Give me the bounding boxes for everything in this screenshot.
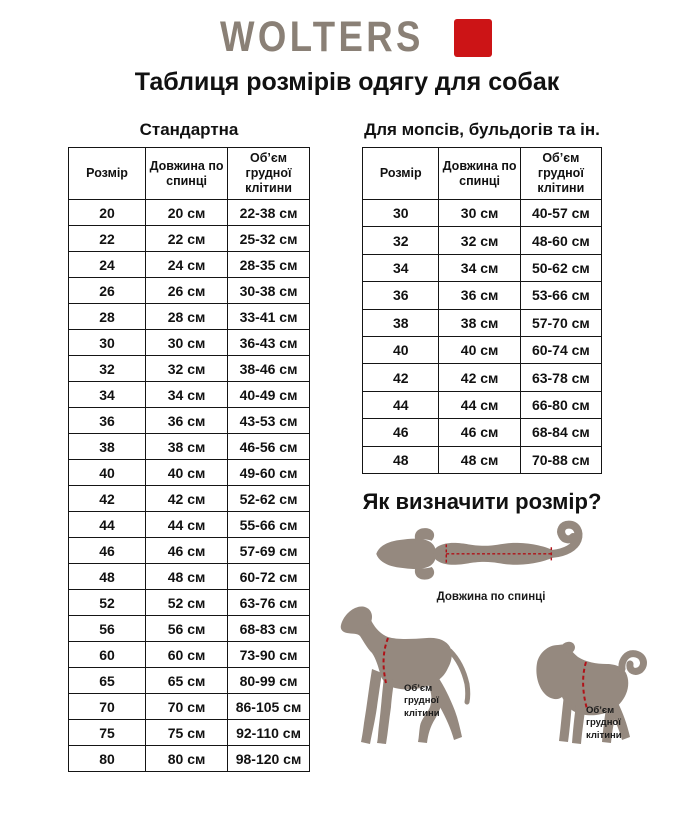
table-cell: 44 bbox=[69, 512, 146, 538]
table-cell: 28-35 см bbox=[228, 252, 310, 278]
table-cell: 34 см bbox=[146, 382, 228, 408]
table-cell: 32 см bbox=[146, 356, 228, 382]
table-row bbox=[69, 746, 310, 772]
table-cell: 48 bbox=[69, 564, 146, 590]
table-row bbox=[69, 408, 310, 434]
column-header-back-length: Довжина по спинці bbox=[439, 148, 520, 200]
table-cell: 63-78 см bbox=[520, 364, 601, 391]
table-cell: 44 см bbox=[439, 391, 520, 418]
pugs-table-title: Для мопсів, бульдогів та ін. bbox=[364, 120, 600, 139]
table-cell: 98-120 см bbox=[228, 746, 310, 772]
chest-label-line: Об’єм bbox=[586, 704, 615, 716]
table-cell: 38 см bbox=[146, 434, 228, 460]
table-cell: 68-83 см bbox=[228, 616, 310, 642]
table-row bbox=[69, 460, 310, 486]
table-cell: 38 bbox=[69, 434, 146, 460]
table-cell: 36 bbox=[69, 408, 146, 434]
table-cell: 30 см bbox=[146, 330, 228, 356]
table-cell: 60-74 см bbox=[520, 336, 601, 363]
table-cell: 36 см bbox=[439, 282, 520, 309]
table-cell: 70 см bbox=[146, 694, 228, 720]
table-cell: 46-56 см bbox=[228, 434, 310, 460]
table-row bbox=[69, 278, 310, 304]
table-row bbox=[363, 309, 602, 336]
table-cell: 34 bbox=[363, 254, 439, 281]
column-header-size: Розмір bbox=[363, 148, 439, 200]
table-cell: 30-38 см bbox=[228, 278, 310, 304]
chest-label-line: клітини bbox=[586, 729, 622, 741]
table-row bbox=[363, 282, 602, 309]
table-cell: 24 см bbox=[146, 252, 228, 278]
table-cell: 80-99 см bbox=[228, 668, 310, 694]
table-cell: 24 bbox=[69, 252, 146, 278]
table-row bbox=[69, 720, 310, 746]
table-cell: 48-60 см bbox=[520, 227, 601, 254]
table-cell: 66-80 см bbox=[520, 391, 601, 418]
table-cell: 22 bbox=[69, 226, 146, 252]
table-cell: 34 см bbox=[439, 254, 520, 281]
table-cell: 32 bbox=[363, 227, 439, 254]
table-cell: 30 см bbox=[439, 200, 520, 227]
table-cell: 42 bbox=[363, 364, 439, 391]
how-to-measure-title: Як визначити розмір? bbox=[362, 488, 602, 514]
table-cell: 20 bbox=[69, 200, 146, 226]
table-cell: 48 bbox=[363, 446, 439, 473]
table-cell: 57-69 см bbox=[228, 538, 310, 564]
table-cell: 70 bbox=[69, 694, 146, 720]
table-cell: 25-32 см bbox=[228, 226, 310, 252]
table-cell: 46 bbox=[69, 538, 146, 564]
table-cell: 40 bbox=[69, 460, 146, 486]
table-cell: 36 bbox=[363, 282, 439, 309]
table-row bbox=[69, 226, 310, 252]
chest-volume-label bbox=[586, 705, 622, 742]
dog-top-view-silhouette-icon bbox=[374, 521, 609, 583]
table-cell: 75 bbox=[69, 720, 146, 746]
table-cell: 52-62 см bbox=[228, 486, 310, 512]
table-cell: 46 см bbox=[439, 419, 520, 446]
size-tables-section bbox=[0, 120, 694, 772]
standard-size-table bbox=[68, 147, 310, 772]
standard-table-title: Стандартна bbox=[139, 120, 239, 139]
table-cell: 73-90 см bbox=[228, 642, 310, 668]
table-row bbox=[69, 512, 310, 538]
table-cell: 32 bbox=[69, 356, 146, 382]
table-cell: 20 см bbox=[146, 200, 228, 226]
table-cell: 26 bbox=[69, 278, 146, 304]
table-row bbox=[69, 642, 310, 668]
table-cell: 53-66 см bbox=[520, 282, 601, 309]
table-cell: 43-53 см bbox=[228, 408, 310, 434]
table-cell: 60 bbox=[69, 642, 146, 668]
table-cell: 30 bbox=[363, 200, 439, 227]
table-cell: 50-62 см bbox=[520, 254, 601, 281]
table-cell: 57-70 см bbox=[520, 309, 601, 336]
table-row bbox=[363, 364, 602, 391]
table-row bbox=[69, 486, 310, 512]
page-title: Таблиця розмірів одягу для собак bbox=[134, 68, 560, 96]
table-cell: 75 см bbox=[146, 720, 228, 746]
table-cell: 42 bbox=[69, 486, 146, 512]
table-cell: 38 см bbox=[439, 309, 520, 336]
table-cell: 70-88 см bbox=[520, 446, 601, 473]
table-cell: 60 см bbox=[146, 642, 228, 668]
table-cell: 40-57 см bbox=[520, 200, 601, 227]
brand-logo bbox=[0, 14, 694, 60]
table-cell: 32 см bbox=[439, 227, 520, 254]
table-cell: 86-105 см bbox=[228, 694, 310, 720]
table-cell: 22-38 см bbox=[228, 200, 310, 226]
chest-label-line: грудної bbox=[404, 695, 439, 707]
table-cell: 52 см bbox=[146, 590, 228, 616]
table-row bbox=[363, 419, 602, 446]
table-cell: 28 bbox=[69, 304, 146, 330]
table-cell: 26 см bbox=[146, 278, 228, 304]
table-cell: 22 см bbox=[146, 226, 228, 252]
table-header-row bbox=[69, 148, 310, 200]
table-cell: 68-84 см bbox=[520, 419, 601, 446]
table-row bbox=[363, 200, 602, 227]
table-cell: 49-60 см bbox=[228, 460, 310, 486]
chest-volume-label bbox=[404, 683, 440, 720]
table-cell: 42 см bbox=[146, 486, 228, 512]
table-cell: 52 bbox=[69, 590, 146, 616]
table-row bbox=[69, 200, 310, 226]
table-cell: 56 см bbox=[146, 616, 228, 642]
column-header-back-length: Довжина по спинці bbox=[146, 148, 228, 200]
table-row bbox=[363, 254, 602, 281]
table-cell: 63-76 см bbox=[228, 590, 310, 616]
table-cell: 55-66 см bbox=[228, 512, 310, 538]
table-cell: 44 bbox=[363, 391, 439, 418]
brand-logo-text: WOLTERS bbox=[219, 12, 424, 61]
dog-side-view-silhouette-icon bbox=[334, 601, 484, 746]
table-row bbox=[363, 336, 602, 363]
table-cell: 65 см bbox=[146, 668, 228, 694]
table-cell: 60-72 см bbox=[228, 564, 310, 590]
table-cell: 44 см bbox=[146, 512, 228, 538]
column-header-chest: Об’єм грудної клітини bbox=[520, 148, 601, 200]
table-row bbox=[69, 356, 310, 382]
table-row bbox=[69, 330, 310, 356]
table-cell: 40 см bbox=[146, 460, 228, 486]
table-row bbox=[69, 616, 310, 642]
table-cell: 40 bbox=[363, 336, 439, 363]
column-header-chest: Об’єм грудної клітини bbox=[228, 148, 310, 200]
back-length-label: Довжина по спинці bbox=[436, 590, 546, 603]
table-cell: 38-46 см bbox=[228, 356, 310, 382]
table-cell: 56 bbox=[69, 616, 146, 642]
pugs-size-table bbox=[362, 147, 602, 474]
table-row bbox=[69, 304, 310, 330]
table-cell: 40-49 см bbox=[228, 382, 310, 408]
table-cell: 46 см bbox=[146, 538, 228, 564]
table-cell: 28 см bbox=[146, 304, 228, 330]
table-cell: 46 bbox=[363, 419, 439, 446]
standard-table-column bbox=[68, 120, 310, 772]
table-cell: 80 см bbox=[146, 746, 228, 772]
table-cell: 48 см bbox=[146, 564, 228, 590]
table-cell: 33-41 см bbox=[228, 304, 310, 330]
chest-label-line: клітини bbox=[404, 707, 440, 719]
table-cell: 48 см bbox=[439, 446, 520, 473]
chest-label-line: грудної bbox=[586, 717, 621, 729]
pugs-table-column bbox=[362, 120, 622, 772]
table-cell: 34 bbox=[69, 382, 146, 408]
table-row bbox=[69, 590, 310, 616]
table-cell: 30 bbox=[69, 330, 146, 356]
chest-label-line: Об’єм bbox=[404, 682, 433, 694]
table-cell: 42 см bbox=[439, 364, 520, 391]
table-row bbox=[69, 564, 310, 590]
table-row bbox=[69, 382, 310, 408]
table-row bbox=[69, 538, 310, 564]
table-row bbox=[363, 391, 602, 418]
table-row bbox=[363, 227, 602, 254]
table-cell: 36-43 см bbox=[228, 330, 310, 356]
table-cell: 92-110 см bbox=[228, 720, 310, 746]
measurement-illustration bbox=[330, 515, 682, 765]
table-cell: 38 bbox=[363, 309, 439, 336]
table-row bbox=[69, 434, 310, 460]
column-header-size: Розмір bbox=[69, 148, 146, 200]
table-cell: 65 bbox=[69, 668, 146, 694]
table-row bbox=[69, 694, 310, 720]
table-cell: 36 см bbox=[146, 408, 228, 434]
table-row bbox=[69, 252, 310, 278]
table-header-row bbox=[363, 148, 602, 200]
table-cell: 80 bbox=[69, 746, 146, 772]
brand-red-square-icon bbox=[454, 19, 492, 57]
table-cell: 40 см bbox=[439, 336, 520, 363]
table-row bbox=[69, 668, 310, 694]
table-row bbox=[363, 446, 602, 473]
